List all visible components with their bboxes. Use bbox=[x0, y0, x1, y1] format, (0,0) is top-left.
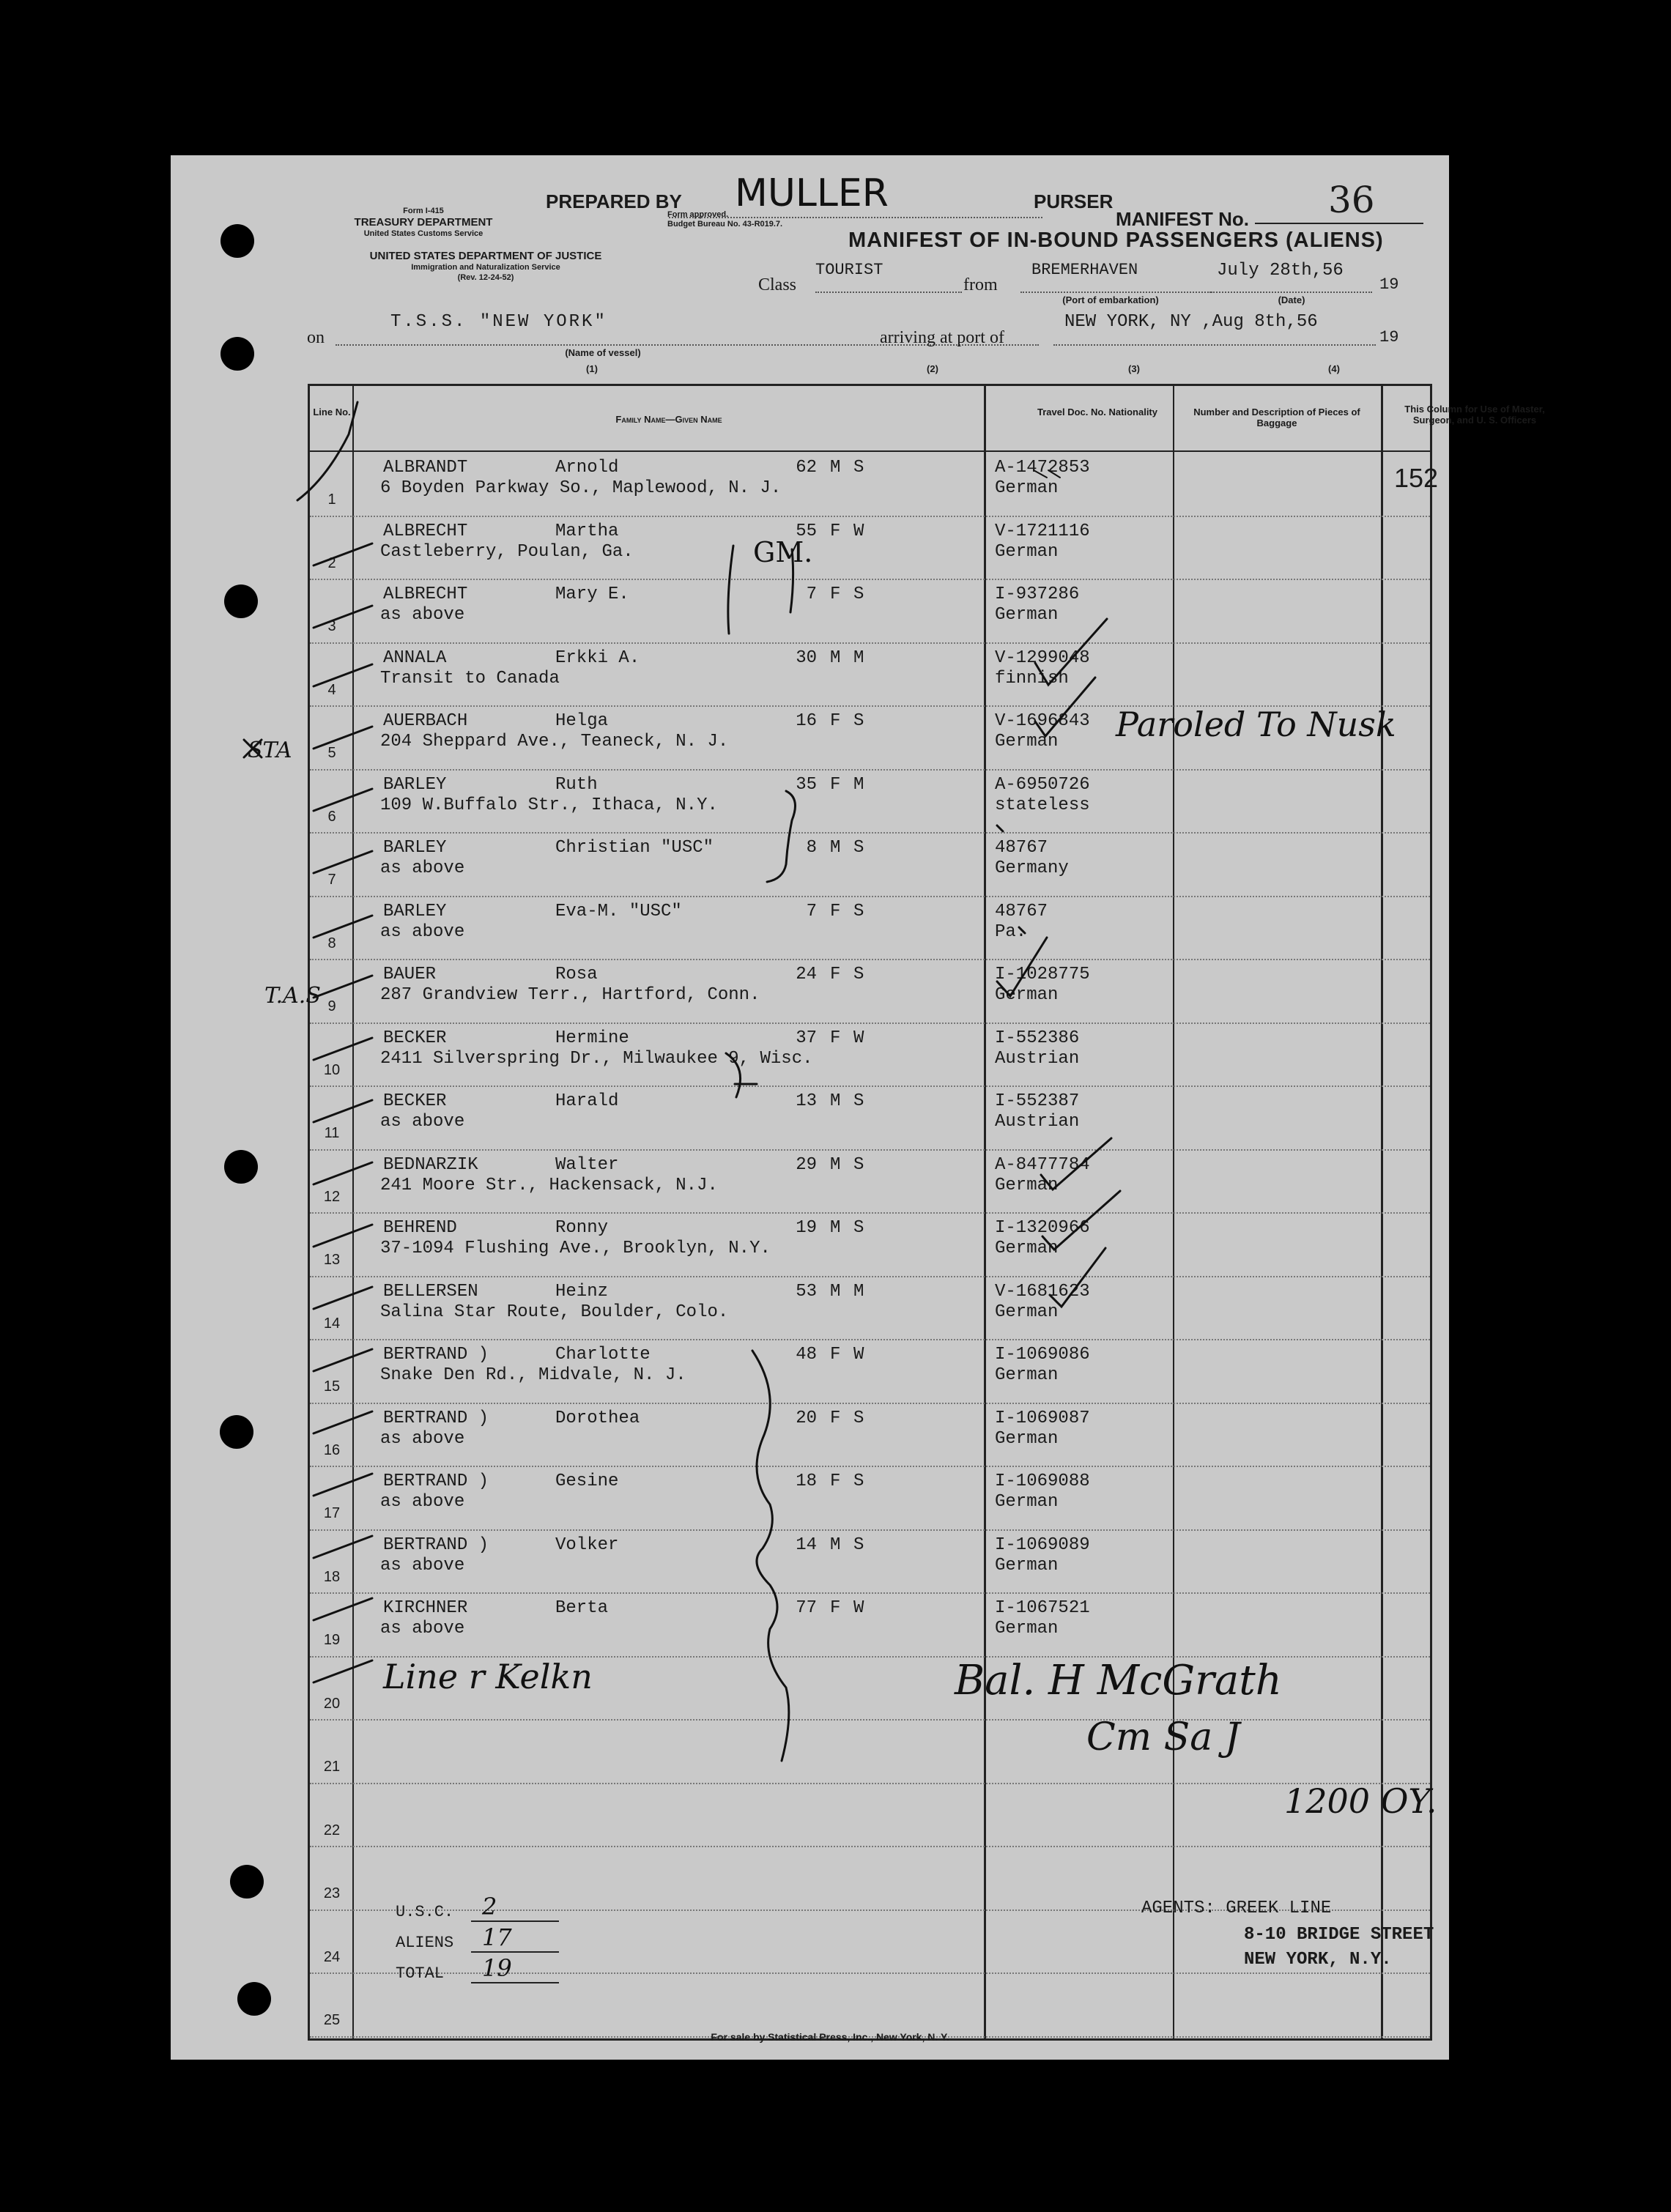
signature-right: Bal. H McGrath bbox=[955, 1657, 1282, 1704]
given-name: Ruth bbox=[555, 774, 598, 795]
age: 48 bbox=[796, 1345, 817, 1365]
gm-note: GM. bbox=[753, 536, 813, 568]
travel-doc-no: I-937286 bbox=[995, 584, 1080, 604]
marital-status: M bbox=[853, 647, 864, 668]
marital-status: S bbox=[853, 838, 864, 858]
header-officers: This Column for Use of Master, Surgeon, and U. S. Officers bbox=[1404, 404, 1545, 426]
total-label: TOTAL bbox=[396, 1964, 445, 1983]
sex: M bbox=[830, 1534, 841, 1555]
given-name: Martha bbox=[555, 521, 619, 541]
given-name: Harald bbox=[555, 1091, 619, 1111]
nationality: German bbox=[995, 541, 1059, 562]
given-name: Eva-M. "USC" bbox=[555, 901, 682, 921]
family-name: BEDNARZIK bbox=[383, 1154, 478, 1175]
x-mark-5 bbox=[244, 740, 262, 757]
age: 19 bbox=[796, 1218, 817, 1238]
binder-hole bbox=[220, 1415, 253, 1449]
address: as above bbox=[380, 1555, 465, 1576]
nationality: finnish bbox=[995, 668, 1069, 689]
manifest-no-label: MANIFEST No. bbox=[1116, 208, 1249, 230]
budget-bureau: Budget Bureau No. 43-R019.7. bbox=[667, 220, 783, 229]
travel-doc-no: I-1028775 bbox=[995, 965, 1090, 984]
age: 13 bbox=[796, 1091, 817, 1111]
sex: F bbox=[830, 1345, 841, 1365]
address: Transit to Canada bbox=[380, 668, 560, 689]
footer-note: For sale by Statistical Press, Inc., New York, N. Y. bbox=[711, 2031, 949, 2043]
marital-status: S bbox=[853, 1154, 864, 1175]
address: 2411 Silverspring Dr., Milwaukee 9, Wisc. bbox=[380, 1048, 813, 1069]
nationality: German bbox=[995, 732, 1059, 751]
agents-line-1: AGENTS: GREEK LINE bbox=[1141, 1899, 1332, 1918]
binder-hole bbox=[221, 224, 254, 258]
address: as above bbox=[380, 1112, 465, 1132]
line-number: 21 bbox=[323, 1759, 341, 1775]
prepared-by-label: PREPARED BY bbox=[546, 190, 682, 212]
address: 6 Boyden Parkway So., Maplewood, N. J. bbox=[380, 478, 782, 498]
family-name: ALBRECHT bbox=[383, 521, 468, 541]
check-mark-14 bbox=[1050, 1248, 1105, 1307]
sex: M bbox=[830, 1218, 841, 1238]
line-number: 11 bbox=[324, 1125, 340, 1141]
given-name: Walter bbox=[555, 1154, 619, 1175]
sta-note: STA bbox=[248, 738, 292, 763]
address: 37-1094 Flushing Ave., Brooklyn, N.Y. bbox=[380, 1239, 771, 1258]
paroled-note: Paroled To Nusk bbox=[1116, 705, 1396, 744]
line-number: 17 bbox=[323, 1505, 341, 1521]
sex: F bbox=[830, 711, 841, 731]
given-name: Hermine bbox=[555, 1028, 629, 1048]
nationality: German bbox=[995, 1555, 1059, 1576]
header-travel-doc: Travel Doc. No. Nationality bbox=[1037, 407, 1157, 417]
travel-doc-no: V-1681623 bbox=[995, 1281, 1090, 1302]
address: as above bbox=[380, 1492, 465, 1512]
nationality: Pa. bbox=[995, 921, 1027, 942]
nationality: German bbox=[995, 478, 1059, 498]
family-name: BARLEY bbox=[383, 901, 447, 921]
officer-number: 152 bbox=[1394, 463, 1439, 493]
family-name: ANNALA bbox=[383, 647, 447, 668]
nationality: German bbox=[995, 1175, 1059, 1195]
age: 7 bbox=[806, 584, 817, 604]
line-number: 8 bbox=[327, 935, 336, 951]
travel-doc-no: A-1472853 bbox=[995, 458, 1090, 478]
given-name: Rosa bbox=[555, 965, 598, 984]
purser-label: PURSER bbox=[1034, 190, 1114, 212]
date-value: July 28th,56 bbox=[1217, 261, 1344, 281]
binder-hole bbox=[230, 1865, 264, 1899]
marital-status: S bbox=[853, 1534, 864, 1555]
col-caption-1: (1) bbox=[586, 363, 598, 374]
marital-status: S bbox=[853, 711, 864, 731]
travel-doc-no: A-6950726 bbox=[995, 774, 1090, 795]
header-line-no: Line No. bbox=[313, 407, 351, 417]
travel-doc-no: I-1069086 bbox=[995, 1345, 1090, 1365]
form-id: Form I-415 bbox=[403, 207, 444, 215]
marital-status: S bbox=[853, 458, 864, 478]
signature-right-2: Cm Sa J bbox=[1086, 1715, 1240, 1759]
line-number: 9 bbox=[327, 998, 336, 1014]
total-line bbox=[471, 1982, 559, 1983]
year-label-2: 19 bbox=[1379, 328, 1399, 346]
signature-right-3: 1200 OY. bbox=[1284, 1781, 1437, 1821]
handwritten-marks bbox=[171, 155, 1449, 2060]
date-caption: (Date) bbox=[1278, 294, 1305, 305]
check-mark-13 bbox=[1042, 1191, 1120, 1250]
line-number: 10 bbox=[323, 1061, 341, 1078]
marital-status: M bbox=[853, 774, 864, 795]
address: 109 W.Buffalo Str., Ithaca, N.Y. bbox=[380, 795, 718, 815]
travel-doc-no: I-1067521 bbox=[995, 1598, 1090, 1618]
col-caption-4: (4) bbox=[1328, 363, 1340, 374]
marital-status: W bbox=[853, 1598, 864, 1618]
line-number: 6 bbox=[327, 808, 336, 825]
marital-status: S bbox=[853, 901, 864, 921]
class-value: TOURIST bbox=[815, 261, 883, 279]
family-name: BERTRAND ) bbox=[383, 1408, 489, 1428]
on-label: on bbox=[307, 328, 325, 347]
family-name: BERTRAND ) bbox=[383, 1534, 489, 1555]
form-revision: (Rev. 12-24-52) bbox=[457, 273, 514, 282]
age: 35 bbox=[796, 774, 817, 795]
address: as above bbox=[380, 858, 465, 878]
manifest-no-value: 36 bbox=[1328, 179, 1375, 221]
sex: M bbox=[830, 1281, 841, 1302]
form-approved: Form approved. bbox=[667, 210, 729, 219]
col-caption-3: (3) bbox=[1128, 363, 1140, 374]
marital-status: M bbox=[853, 1281, 864, 1302]
age: 18 bbox=[796, 1471, 817, 1491]
line-number: 25 bbox=[323, 2012, 341, 2028]
vessel-caption: (Name of vessel) bbox=[565, 347, 641, 358]
sex: M bbox=[830, 647, 841, 668]
age: 37 bbox=[796, 1028, 817, 1048]
family-name: BERTRAND ) bbox=[383, 1345, 489, 1365]
sex: F bbox=[830, 965, 841, 984]
family-name: BECKER bbox=[383, 1091, 447, 1111]
given-name: Erkki A. bbox=[555, 647, 640, 668]
age: 16 bbox=[796, 711, 817, 731]
travel-doc-no: I-552387 bbox=[995, 1091, 1080, 1111]
marital-status: S bbox=[853, 584, 864, 604]
sex: F bbox=[830, 584, 841, 604]
age: 77 bbox=[796, 1598, 817, 1618]
line-number: 3 bbox=[327, 618, 336, 634]
sex: F bbox=[830, 774, 841, 795]
check-mark-4 bbox=[1035, 619, 1107, 685]
line-number: 13 bbox=[323, 1252, 341, 1268]
arriving-label: arriving at port of bbox=[880, 328, 1004, 347]
arriving-value: NEW YORK, NY ,Aug 8th,56 bbox=[1064, 312, 1318, 332]
family-name: BARLEY bbox=[383, 838, 447, 858]
nationality: German bbox=[995, 1239, 1059, 1258]
customs-service: United States Customs Service bbox=[363, 229, 483, 238]
from-value: BREMERHAVEN bbox=[1031, 261, 1138, 279]
age: 14 bbox=[796, 1534, 817, 1555]
marital-status: W bbox=[853, 1345, 864, 1365]
given-name: Helga bbox=[555, 711, 609, 731]
line-number: 20 bbox=[323, 1695, 341, 1712]
address: Salina Star Route, Boulder, Colo. bbox=[380, 1302, 729, 1322]
justice-dept: UNITED STATES DEPARTMENT OF JUSTICE bbox=[369, 250, 602, 262]
line-number: 24 bbox=[323, 1948, 341, 1965]
nationality: German bbox=[995, 1302, 1059, 1322]
family-name: ALBRECHT bbox=[383, 584, 468, 604]
line-number: 16 bbox=[323, 1441, 341, 1458]
travel-doc-no: A-8477784 bbox=[995, 1154, 1090, 1175]
from-label: from bbox=[963, 275, 998, 294]
nationality: German bbox=[995, 1365, 1059, 1385]
given-name: Gesine bbox=[555, 1471, 619, 1491]
line-number: 22 bbox=[323, 1822, 341, 1838]
class-label: Class bbox=[758, 275, 797, 294]
binder-hole bbox=[221, 337, 254, 371]
line-number: 12 bbox=[323, 1188, 341, 1205]
age: 62 bbox=[796, 458, 817, 478]
travel-doc-no: I-1320966 bbox=[995, 1218, 1090, 1238]
usc-line bbox=[471, 1920, 559, 1922]
travel-doc-no: I-1069088 bbox=[995, 1471, 1090, 1491]
address: 287 Grandview Terr., Hartford, Conn. bbox=[380, 985, 760, 1005]
check-mark-9 bbox=[997, 938, 1047, 996]
marital-status: S bbox=[853, 1408, 864, 1428]
aliens-line bbox=[471, 1951, 559, 1953]
address: as above bbox=[380, 921, 465, 942]
address: Snake Den Rd., Midvale, N. J. bbox=[380, 1365, 686, 1385]
treasury-dept: TREASURY DEPARTMENT bbox=[354, 216, 493, 229]
line-number: 14 bbox=[323, 1315, 341, 1332]
col-caption-2: (2) bbox=[927, 363, 938, 374]
sex: M bbox=[830, 1091, 841, 1111]
sex: F bbox=[830, 1408, 841, 1428]
line-number: 18 bbox=[323, 1568, 341, 1585]
line-number: 7 bbox=[327, 872, 336, 888]
header-baggage: Number and Description of Pieces of Baggage bbox=[1193, 407, 1360, 428]
given-name: Volker bbox=[555, 1534, 619, 1555]
given-name: Ronny bbox=[555, 1218, 609, 1238]
sex: F bbox=[830, 1028, 841, 1048]
family-name: ALBRANDT bbox=[383, 458, 468, 478]
total-value: 19 bbox=[482, 1954, 512, 1982]
family-name: KIRCHNER bbox=[383, 1598, 468, 1618]
agents-line-2: 8-10 BRIDGE STREET bbox=[1244, 1925, 1434, 1945]
address: as above bbox=[380, 1428, 465, 1449]
travel-doc-no: I-552386 bbox=[995, 1028, 1080, 1048]
usc-value: 2 bbox=[482, 1893, 497, 1920]
marital-status: W bbox=[853, 521, 864, 541]
age: 30 bbox=[796, 647, 817, 668]
age: 24 bbox=[796, 965, 817, 984]
line-number: 15 bbox=[323, 1378, 341, 1395]
family-name: BARLEY bbox=[383, 774, 447, 795]
age: 20 bbox=[796, 1408, 817, 1428]
sex: F bbox=[830, 521, 841, 541]
age: 8 bbox=[806, 838, 817, 858]
family-name: BAUER bbox=[383, 965, 437, 984]
line-number: 19 bbox=[323, 1632, 341, 1648]
nationality: Germany bbox=[995, 858, 1069, 878]
aliens-label: ALIENS bbox=[396, 1934, 454, 1952]
sex: F bbox=[830, 901, 841, 921]
sex: M bbox=[830, 1154, 841, 1175]
sex: F bbox=[830, 1598, 841, 1618]
address: 204 Sheppard Ave., Teaneck, N. J. bbox=[380, 732, 729, 751]
travel-doc-no: V-1721116 bbox=[995, 521, 1090, 541]
family-name: BECKER bbox=[383, 1028, 447, 1048]
travel-doc-no: I-1069087 bbox=[995, 1408, 1090, 1428]
marital-status: S bbox=[853, 965, 864, 984]
nationality: German bbox=[995, 1492, 1059, 1512]
ins: Immigration and Naturalization Service bbox=[411, 263, 560, 272]
check-mark-12 bbox=[1041, 1138, 1111, 1189]
tas-note: T.A.S bbox=[264, 983, 321, 1009]
port-caption: (Port of embarkation) bbox=[1062, 294, 1159, 305]
aliens-value: 17 bbox=[482, 1923, 512, 1951]
marital-status: S bbox=[853, 1091, 864, 1111]
travel-doc-no: 48767 bbox=[995, 901, 1048, 921]
sex: M bbox=[830, 458, 841, 478]
signature-left: Line r Kelkn bbox=[383, 1657, 593, 1696]
given-name: Berta bbox=[555, 1598, 609, 1618]
agents-line-3: NEW YORK, N.Y. bbox=[1244, 1950, 1392, 1970]
nationality: Austrian bbox=[995, 1112, 1080, 1132]
marital-status: S bbox=[853, 1218, 864, 1238]
usc-label: U.S.C. bbox=[396, 1903, 454, 1921]
address: as above bbox=[380, 605, 465, 625]
marital-status: S bbox=[853, 1471, 864, 1491]
given-name: Charlotte bbox=[555, 1345, 651, 1365]
given-name: Mary E. bbox=[555, 584, 629, 604]
family-name: BERTRAND ) bbox=[383, 1471, 489, 1491]
check-mark-5 bbox=[1035, 678, 1095, 736]
address: 241 Moore Str., Hackensack, N.J. bbox=[380, 1175, 718, 1195]
binder-hole bbox=[224, 584, 258, 618]
given-name: Dorothea bbox=[555, 1408, 640, 1428]
form-title: MANIFEST OF IN-BOUND PASSENGERS (ALIENS) bbox=[848, 229, 1384, 252]
prepared-by-value: MULLER bbox=[735, 171, 889, 215]
vessel-value: T.S.S. "NEW YORK" bbox=[390, 312, 607, 332]
nationality: German bbox=[995, 985, 1059, 1005]
sex: F bbox=[830, 1471, 841, 1491]
travel-doc-no: V-1299048 bbox=[995, 647, 1090, 668]
line-number: 5 bbox=[327, 745, 336, 761]
header-family-name: Family Name—Given Name bbox=[615, 414, 722, 425]
nationality: German bbox=[995, 605, 1059, 625]
binder-hole bbox=[224, 1150, 258, 1184]
address: as above bbox=[380, 1619, 465, 1638]
travel-doc-no: V-1696843 bbox=[995, 711, 1090, 731]
family-name: BELLERSEN bbox=[383, 1281, 478, 1302]
age: 29 bbox=[796, 1154, 817, 1175]
nationality: Austrian bbox=[995, 1048, 1080, 1069]
nationality: German bbox=[995, 1619, 1059, 1638]
nationality: stateless bbox=[995, 795, 1090, 815]
age: 7 bbox=[806, 901, 817, 921]
manifest-page bbox=[171, 155, 1545, 2060]
travel-doc-no: 48767 bbox=[995, 838, 1048, 858]
line-number: 4 bbox=[327, 681, 336, 698]
family-name: AUERBACH bbox=[383, 711, 468, 731]
sex: M bbox=[830, 838, 841, 858]
marital-status: W bbox=[853, 1028, 864, 1048]
line-number: 23 bbox=[323, 1885, 341, 1901]
line-number: 2 bbox=[327, 554, 336, 571]
travel-doc-no: I-1069089 bbox=[995, 1534, 1090, 1555]
binder-hole bbox=[237, 1982, 271, 2016]
age: 55 bbox=[796, 521, 817, 541]
age: 53 bbox=[796, 1281, 817, 1302]
address: Castleberry, Poulan, Ga. bbox=[380, 541, 634, 562]
given-name: Christian "USC" bbox=[555, 838, 714, 858]
given-name: Arnold bbox=[555, 458, 619, 478]
given-name: Heinz bbox=[555, 1281, 609, 1302]
nationality: German bbox=[995, 1428, 1059, 1449]
year-label-1: 19 bbox=[1379, 275, 1399, 294]
family-name: BEHREND bbox=[383, 1218, 457, 1238]
line-number: 1 bbox=[327, 491, 336, 508]
